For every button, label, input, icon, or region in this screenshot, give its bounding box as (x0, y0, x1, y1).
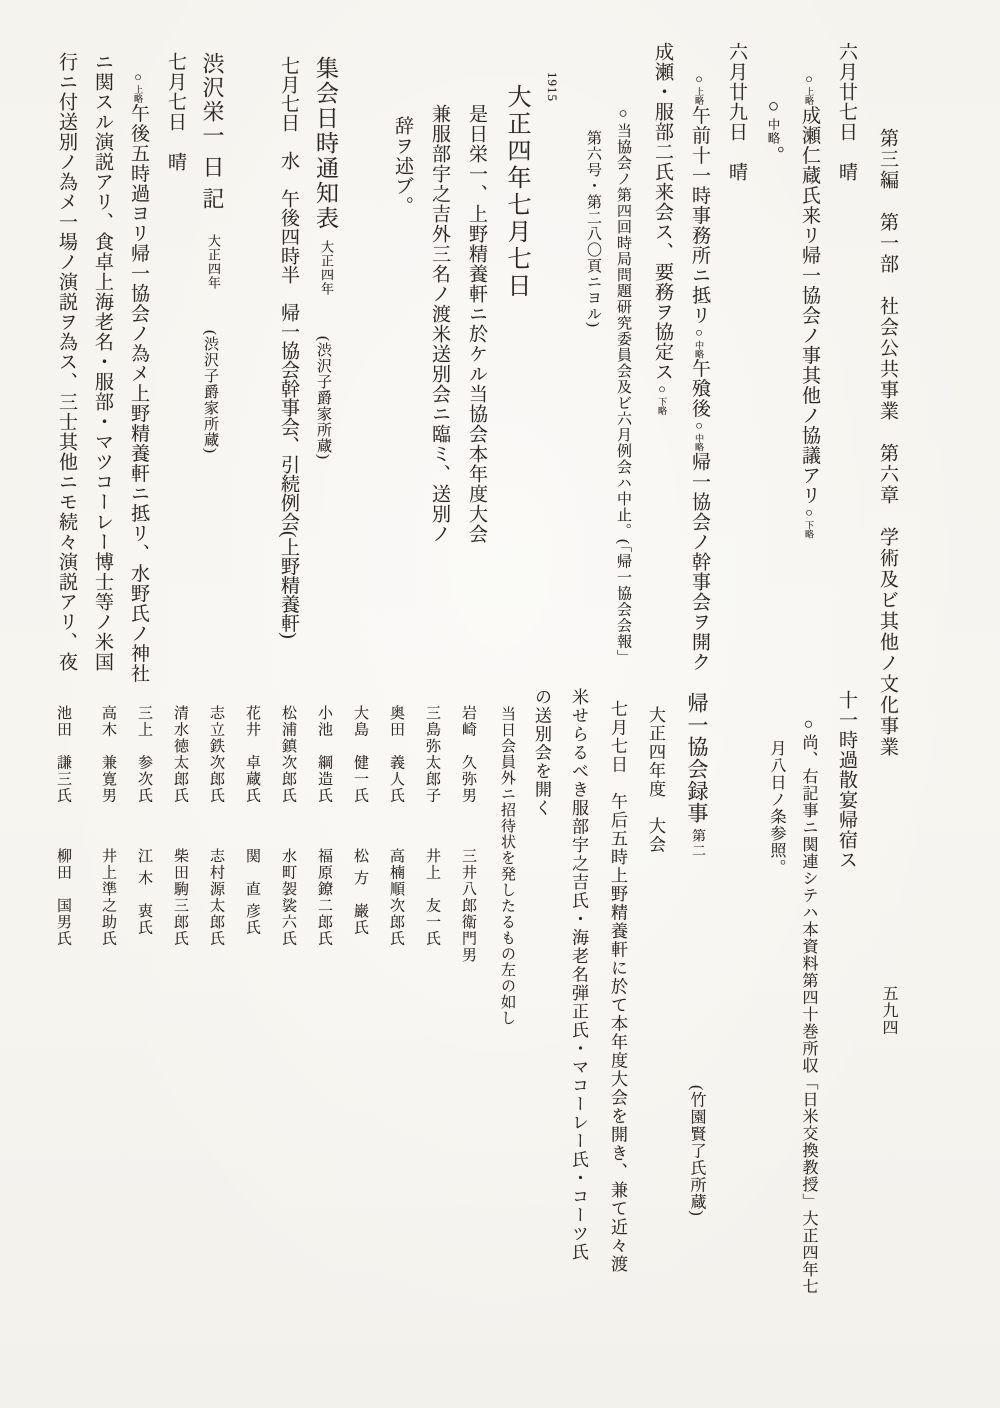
records-body-line: 七月七日 午后五時上野精養軒に於て本年度大会を開き、兼て近々渡 (608, 700, 627, 1274)
records-subheading: 大正四年度 大会 (646, 706, 665, 854)
document-body-line: 七月七日 水 午後四時半 帰一協会幹事会、引続例会(上野精養軒) (278, 56, 299, 639)
document-title: 渋沢栄一 日 記 (200, 52, 225, 211)
edition-running-header: 第三編 第一部 社会公共事業 第六章 学術及ビ其他ノ文化事業 (877, 128, 898, 758)
records-title: 帰一協会録事 第二 (685, 692, 709, 859)
page-number: 五九四 (880, 985, 897, 1036)
source-note-line: 第六号・第二八〇頁ニヨル) (585, 130, 601, 328)
invitee-name: 岩崎 久弥男 (460, 705, 476, 804)
provenance-note: (竹園賢了氏所蔵) (688, 1085, 705, 1217)
source-note-line: ○尚、右記事ニ関連シテハ本資料第四十巻所収「日米交換教授」大正四年七 (800, 716, 817, 1295)
diary-entry-line: ○上略午後五時過ヨリ帰一協会ノ為メ上野精養軒ニ抵リ、水野氏ノ神社 (128, 70, 149, 684)
entry-body-line: 是日栄一、上野精養軒ニ於ケル当協会本年度大会 (466, 104, 487, 544)
invitee-name: 清水徳太郎氏 (172, 705, 188, 804)
invitee-name: 柳田 国男氏 (55, 848, 71, 947)
invitee-name: 福原鐐二郎氏 (316, 848, 332, 947)
diary-date-line: 七月七日 晴 (165, 52, 186, 172)
diary-entry-line: ○上略成瀬仁蔵氏来リ帰一協会ノ事其他ノ協議アリ○下略 (799, 72, 820, 539)
document-era-year: 大正四年 (319, 240, 334, 296)
invitee-name: 高木 兼寛男 (100, 705, 116, 804)
invitee-name: 柴田駒三郎氏 (172, 848, 188, 947)
diary-entry-line: ○上略午前十一時事務所ニ抵リ○中略午飱後○中略帰一協会ノ幹事会ヲ開ク (689, 72, 710, 672)
records-body-line: 米せらるべき服部宇之吉氏・海老名弾正氏・マコーレー氏・コーツ氏 (569, 688, 588, 1262)
provenance-note: (渋沢子爵家所蔵) (315, 336, 331, 460)
entry-body-line: 辞ヲ述ブ。 (392, 116, 413, 216)
invitee-name: 志村源太郎氏 (208, 848, 224, 947)
diary-date-line: 六月廿七日 晴 (836, 42, 857, 182)
invitee-name: 水町袈裟六氏 (280, 848, 296, 947)
invitee-name: 池田 謙三氏 (55, 705, 71, 804)
invitee-name: 小池 綱造氏 (316, 705, 332, 804)
invitee-name: 花井 卓蔵氏 (244, 705, 260, 804)
invitees-intro-line: 当日会員外ニ招待状を発したるもの左の如し (499, 706, 515, 1026)
records-body-line: の送別会を開く (532, 688, 551, 818)
invitee-name: 三上 参次氏 (136, 705, 152, 804)
diary-entry-line: 成瀬・服部二氏来会ス、要務ヲ協定ス○下略 (652, 42, 673, 416)
invitee-name: 奥田 義人氏 (388, 705, 404, 804)
entry-body-line: 兼服部宇之吉外三名ノ渡米送別会ニ臨ミ、送別ノ (429, 104, 450, 544)
diary-entry-line: 十一時過散宴帰宿ス (836, 690, 857, 870)
source-note-line: ○当協会ノ第四回時局問題研究委員会及ビ六月例会ハ中止。(「帰一協会会報」 (615, 106, 631, 666)
invitee-name: 大島 健一氏 (352, 705, 368, 804)
document-era-year: 大正四年 (206, 234, 221, 290)
invitee-name: 高楠順次郎氏 (388, 848, 404, 947)
diary-entry-line: 行ニ付送別ノ為メ一場ノ演説ヲ為ス、三士其他ニモ続々演説アリ、夜 (56, 52, 77, 672)
invitee-name: 三井八郎衛門男 (460, 848, 476, 964)
invitee-name: 松 方 巌氏 (352, 848, 368, 936)
invitee-name: 関 直 彦氏 (244, 848, 260, 936)
invitee-name: 松浦鎮次郎氏 (280, 705, 296, 804)
invitee-name: 江 木 衷氏 (136, 848, 152, 936)
invitee-name: 志立鉄次郎氏 (208, 705, 224, 804)
provenance-note: (渋沢子爵家所蔵) (202, 330, 218, 454)
invitee-name: 井上 友一氏 (424, 848, 440, 947)
omission-mark-line: ○中略。 (763, 96, 784, 166)
document-title: 集会日時通知表 (313, 56, 338, 231)
invitee-name: 井上準之助氏 (100, 848, 116, 947)
diary-date-line: 六月廿九日 晴 (726, 42, 747, 182)
entry-heading: 大正四年七月七日 (503, 84, 529, 300)
source-note-line: 月八日ノ条参照。 (768, 740, 785, 876)
diary-entry-line: ニ関スル演説アリ、食卓上海老名・服部・マツコーレー博士等ノ米国 (92, 52, 113, 672)
gregorian-year-label: 1915 (545, 72, 560, 102)
invitee-name: 三島弥太郎子 (424, 705, 440, 804)
